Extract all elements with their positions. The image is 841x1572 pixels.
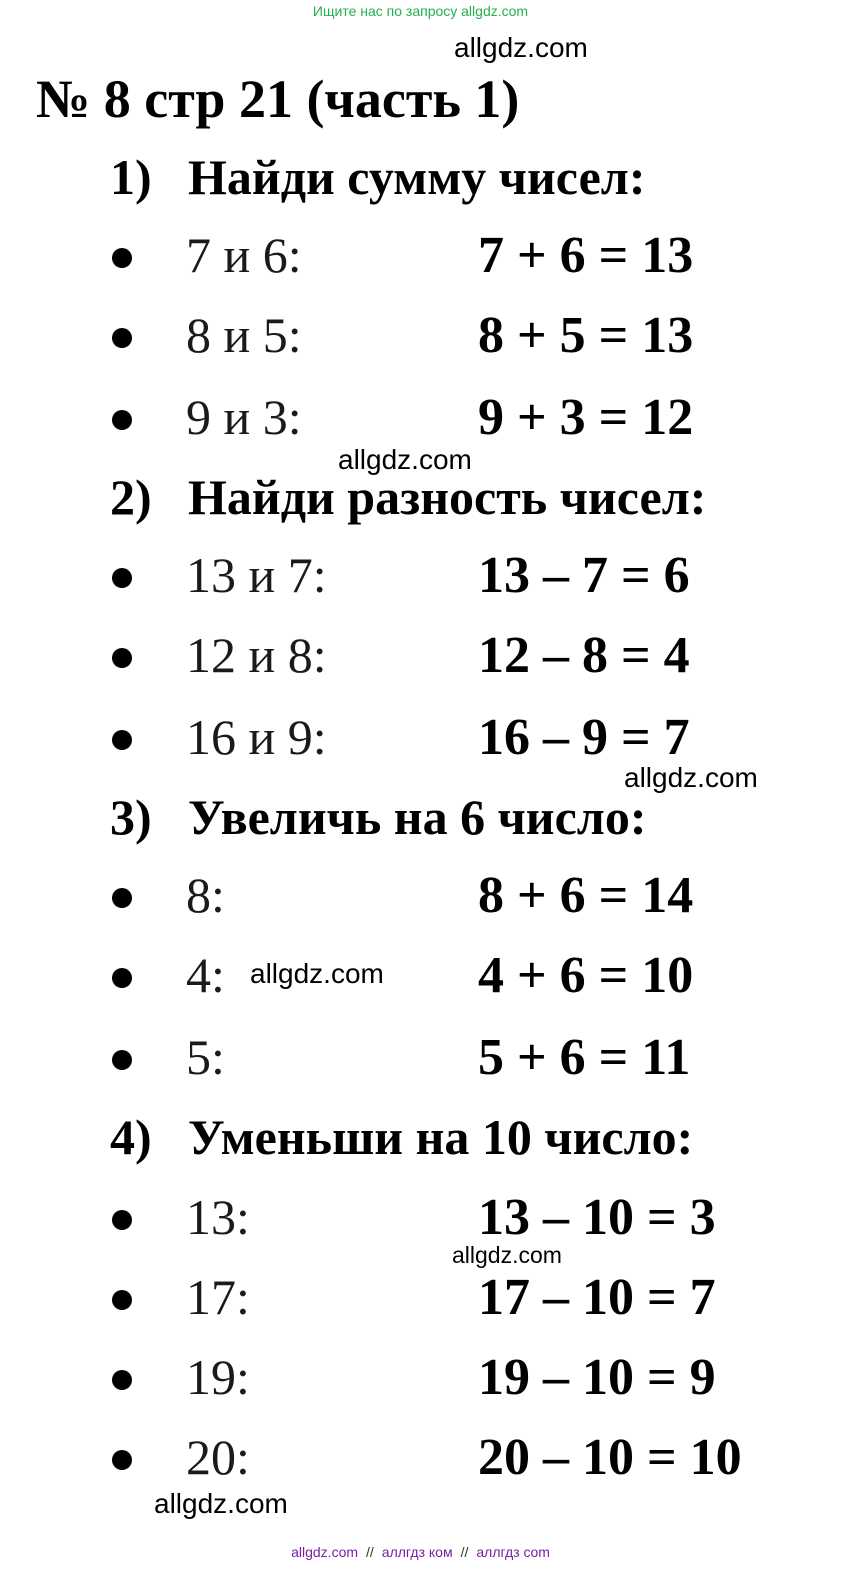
item-answer: 8 + 5 = 13: [478, 307, 694, 364]
item-label: 8:: [186, 867, 225, 923]
list-item: [110, 389, 830, 452]
bullet-icon: [112, 248, 132, 268]
bullet-icon: [112, 1050, 132, 1070]
bullet-icon: [112, 648, 132, 668]
item-answer: 5 + 6 = 11: [478, 1029, 691, 1086]
item-label: 20:: [186, 1429, 250, 1485]
bullet-icon: [112, 1450, 132, 1470]
top-banner[interactable]: Ищите нас по запросу allgdz.com: [312, 3, 529, 19]
list-item: [110, 227, 830, 290]
item-label: 9 и 3:: [186, 389, 302, 445]
item-label: 8 и 5:: [186, 307, 302, 363]
item-label: 13 и 7:: [186, 547, 327, 603]
list-item: [110, 547, 830, 610]
section-title: Найди сумму чисел:: [188, 149, 646, 205]
list-item: [110, 947, 830, 1010]
section-heading: [110, 1109, 694, 1165]
bullet-icon: [112, 1290, 132, 1310]
watermark: allgdz.com: [154, 1488, 288, 1519]
footer-link[interactable]: аллгдз com: [476, 1544, 550, 1560]
item-answer: 7 + 6 = 13: [478, 227, 694, 284]
item-answer: 13 – 10 = 3: [478, 1189, 716, 1246]
item-answer: 13 – 7 = 6: [478, 547, 690, 604]
list-item: [110, 1269, 830, 1332]
section-heading: [110, 149, 646, 205]
item-label: 19:: [186, 1349, 250, 1405]
item-answer: 4 + 6 = 10: [478, 947, 694, 1004]
page-title: № 8 стр 21 (часть 1): [36, 69, 520, 129]
bullet-icon: [112, 1370, 132, 1390]
bullet-icon: [112, 968, 132, 988]
watermark: allgdz.com: [250, 958, 384, 989]
section-title: Увеличь на 6 число:: [188, 789, 647, 845]
bullet-icon: [112, 1210, 132, 1230]
footer-separator: //: [460, 1544, 469, 1560]
section-number: 4): [110, 1109, 152, 1165]
item-label: 16 и 9:: [186, 709, 327, 765]
list-item: [110, 1349, 830, 1412]
item-answer: 17 – 10 = 7: [478, 1269, 716, 1326]
item-label: 17:: [186, 1269, 250, 1325]
bullet-icon: [112, 888, 132, 908]
section-heading: [110, 789, 647, 845]
list-item: [110, 709, 830, 772]
bullet-icon: [112, 410, 132, 430]
item-label: 5:: [186, 1029, 225, 1085]
list-item: [110, 1189, 830, 1252]
section-number: 2): [110, 469, 152, 525]
section-number: 3): [110, 789, 152, 845]
bullet-icon: [112, 730, 132, 750]
item-answer: 8 + 6 = 14: [478, 867, 694, 924]
item-answer: 16 – 9 = 7: [478, 709, 690, 766]
bullet-icon: [112, 568, 132, 588]
watermark: allgdz.com: [452, 1242, 562, 1268]
section-number: 1): [110, 149, 152, 205]
footer-separator: //: [366, 1544, 374, 1560]
item-answer: 19 – 10 = 9: [478, 1349, 716, 1406]
bullet-icon: [112, 328, 132, 348]
section-title: Уменьши на 10 число:: [188, 1109, 694, 1165]
item-label: 4:: [186, 947, 225, 1003]
footer: [0, 1544, 841, 1560]
list-item: [110, 1429, 830, 1492]
item-answer: 12 – 8 = 4: [478, 627, 690, 684]
watermark: allgdz.com: [338, 444, 472, 475]
watermark: allgdz.com: [454, 32, 588, 63]
list-item: [110, 1029, 830, 1092]
section-heading: [110, 469, 707, 525]
item-label: 7 и 6:: [186, 227, 302, 283]
watermark: allgdz.com: [624, 762, 758, 793]
list-item: [110, 307, 830, 370]
section-title: Найди разность чисел:: [188, 469, 707, 525]
item-answer: 9 + 3 = 12: [478, 389, 694, 446]
footer-link[interactable]: аллгдз ком: [381, 1544, 453, 1560]
list-item: [110, 627, 830, 690]
footer-link[interactable]: allgdz.com: [291, 1544, 359, 1560]
item-label: 13:: [186, 1189, 250, 1245]
list-item: [110, 867, 830, 930]
item-label: 12 и 8:: [186, 627, 327, 683]
item-answer: 20 – 10 = 10: [478, 1429, 742, 1486]
